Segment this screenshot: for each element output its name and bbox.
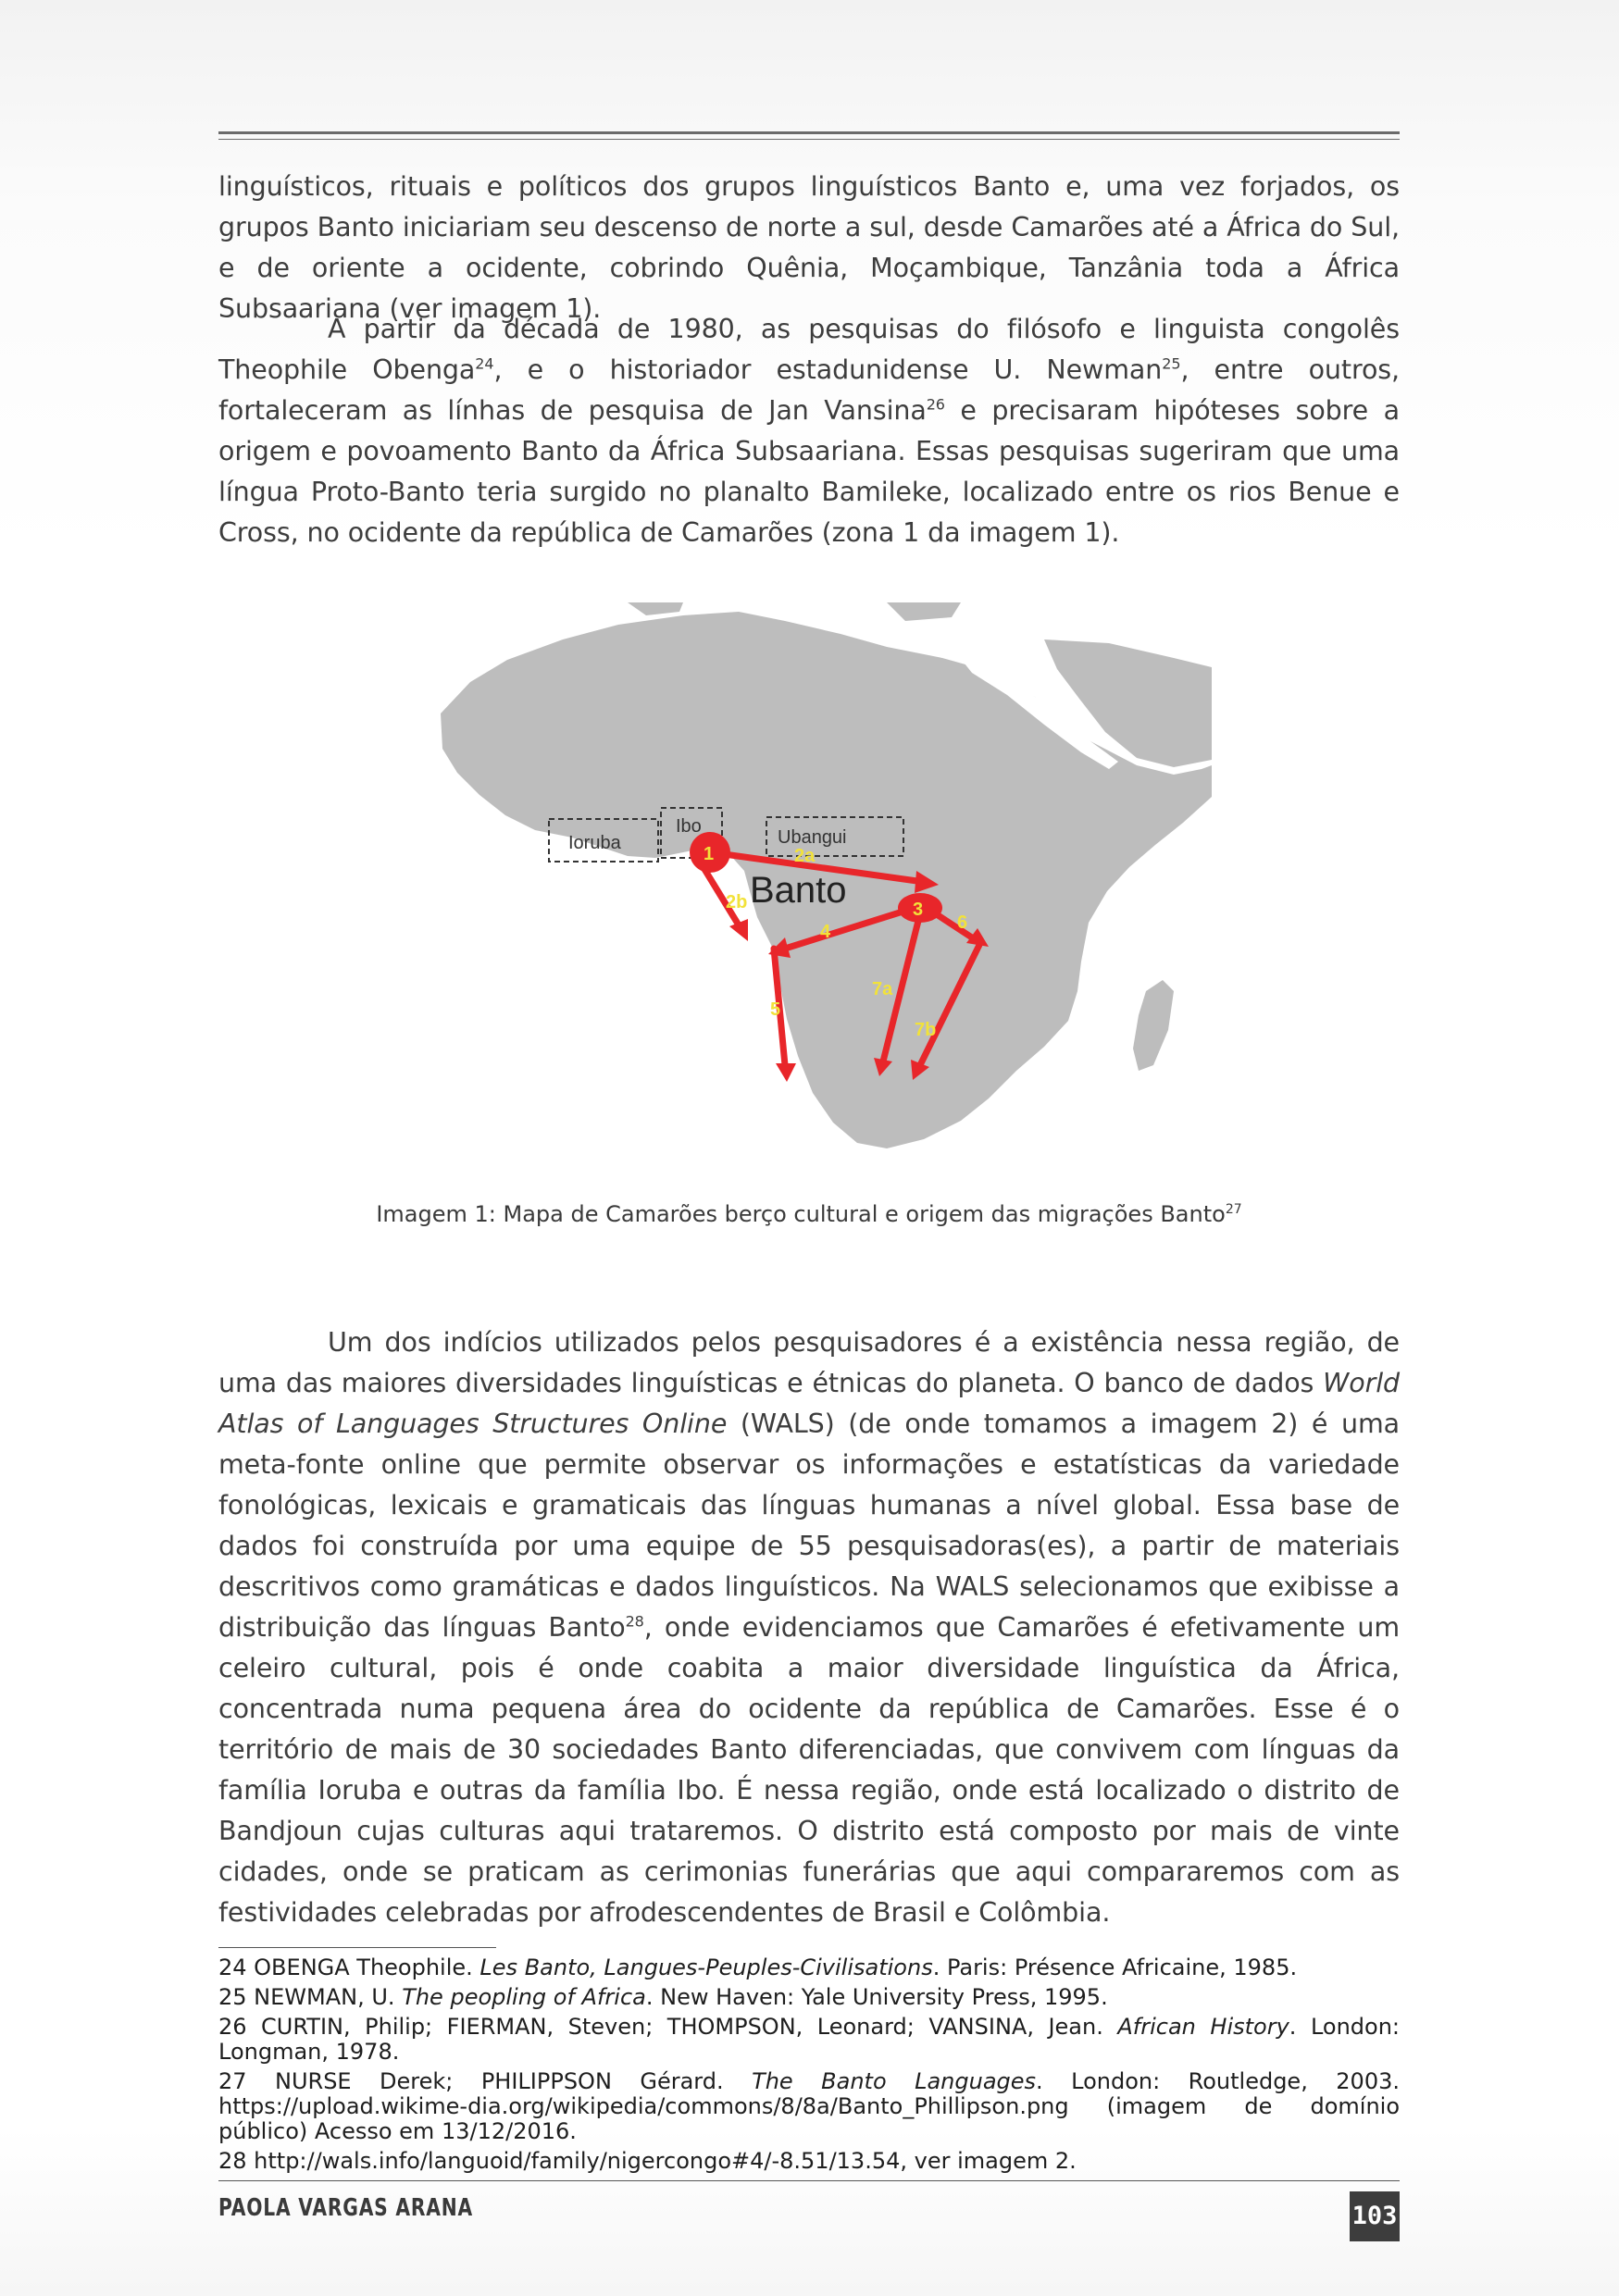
footnote-28: 28 http://wals.info/languoid/family/nigercongo#4/-8.51/13.54, ver imagem 2. bbox=[218, 2148, 1077, 2174]
footnote-ref-28[interactable]: 28 bbox=[625, 1612, 644, 1631]
footnote-separator bbox=[218, 1947, 496, 1948]
ibo-label: Ibo bbox=[676, 816, 702, 837]
footer-author: PAOLA VARGAS ARANA bbox=[218, 2194, 473, 2222]
zone-label-4: 4 bbox=[820, 922, 831, 942]
zone-label-3: 3 bbox=[913, 900, 924, 920]
zone-label-1: 1 bbox=[704, 844, 715, 864]
footnote-25: 25 NEWMAN, U. The peopling of Africa. New Haven: Yale University Press, 1995. bbox=[218, 1984, 1108, 2010]
page-number: 103 bbox=[1350, 2191, 1400, 2241]
zone-label-2a: 2a bbox=[794, 846, 816, 866]
zone-label-7a: 7a bbox=[872, 979, 893, 999]
footnote-24: 24 OBENGA Theophile. Les Banto, Langues-Peuples-Civilisations. Paris: Présence Africaine, 1985. bbox=[218, 1955, 1298, 1980]
footnote-26: 26 CURTIN, Philip; FIERMAN, Steven; THOMPSON, Leonard; VANSINA, Jean. African History. London: Longman, 1978. bbox=[218, 2014, 1400, 2065]
zone-label-2b: 2b bbox=[726, 892, 748, 912]
zone-label-7b: 7b bbox=[915, 1020, 937, 1040]
figure-caption: Imagem 1: Mapa de Camarões berço cultural e origem das migrações Banto$^{27}$ bbox=[376, 1201, 1242, 1227]
header-rule bbox=[218, 131, 1400, 134]
footnote-ref-27[interactable]: 27 bbox=[1225, 1202, 1242, 1217]
paragraph-1: linguísticos, rituais e políticos dos grupos linguísticos Banto e, uma vez forjados, os grupos Banto iniciariam seu descenso de norte a sul, desde Camarões até a África do Sul, e de oriente a ocidente, cobrindo Quênia, Moçambique, Tanzânia toda a África Subsaariana (ver imagem 1). bbox=[218, 171, 1400, 324]
paragraph-3: Um dos indícios utilizados pelos pesquisadores é a existência nessa região, de uma das maiores diversidades linguísticas e étnicas do planeta. O banco de dados World Atlas of Languages Structures Online (WALS) (de onde tomamos a imagem 2) é uma meta-fonte online que permite observar os informações e estatísticas da variedade fonológicas, lexicais e gramaticais das línguas humanas a nível global. Essa base de dados foi construída por uma equipe de 55 pesquisadoras(es), a partir de materiais descritivos como gramáticas e dados linguísticos. Na WALS selecionamos que exibisse a distribuição das línguas Banto$^{28}$, onde evidenciamos que Camarões é efetivamente um celeiro cultural, pois é onde coabita a maior diversidade linguística da África, concentrada numa pequena área do ocidente da república de Camarões. Esse é o território de mais de 30 sociedades Banto diferenciadas, que convivem com línguas da família Ioruba e outras da família Ibo. É nessa região, onde está localizado o distrito de Bandjoun cujas culturas aqui trataremos. O distrito está composto por mais de vinte cidades, onde se praticam as cerimonias funerárias que aqui compararemos com as festividades celebradas por afrodescendentes de Brasil e Colômbia. bbox=[218, 1327, 1400, 1928]
footnote-ref-24[interactable]: 24 bbox=[475, 354, 494, 373]
footnote-ref-25[interactable]: 25 bbox=[1162, 354, 1181, 373]
footnote-ref-26[interactable]: 26 bbox=[926, 395, 945, 414]
zone-label-5: 5 bbox=[770, 999, 781, 1020]
header-rule-thin bbox=[218, 139, 1400, 140]
ioruba-label: Ioruba bbox=[568, 833, 621, 853]
ubangui-label: Ubangui bbox=[778, 827, 847, 848]
footer-rule bbox=[218, 2180, 1400, 2181]
bantu-migration-map bbox=[405, 602, 1212, 1187]
footnotes bbox=[218, 1951, 1400, 2174]
paragraph-2: A partir da década de 1980, as pesquisas do filósofo e linguista congolês Theophile Obenga$^{24}$, e o historiador estadunidense U. Newman$^{25}$, entre outros, fortaleceram as línhas de pesquisa de Jan Vansina$^{26}$ e precisaram hipóteses sobre a origem e povoamento Banto da África Subsaariana. Essas pesquisas sugeriram que uma língua Proto-Banto teria surgido no planalto Bamileke, localizado entre os rios Benue e Cross, no ocidente da república de Camarões (zona 1 da imagem 1). bbox=[218, 314, 1400, 548]
banto-label: Banto bbox=[750, 870, 847, 911]
footnote-27: 27 NURSE Derek; PHILIPPSON Gérard. The Banto Languages. London: Routledge, 2003. https://upload.wikime-dia.org/wikipedia/commons/8/8a/Banto_Phillipson.png (imagem de domínio público) Acesso em 13/12/2016. bbox=[218, 2068, 1400, 2144]
zone-label-6: 6 bbox=[957, 912, 968, 933]
